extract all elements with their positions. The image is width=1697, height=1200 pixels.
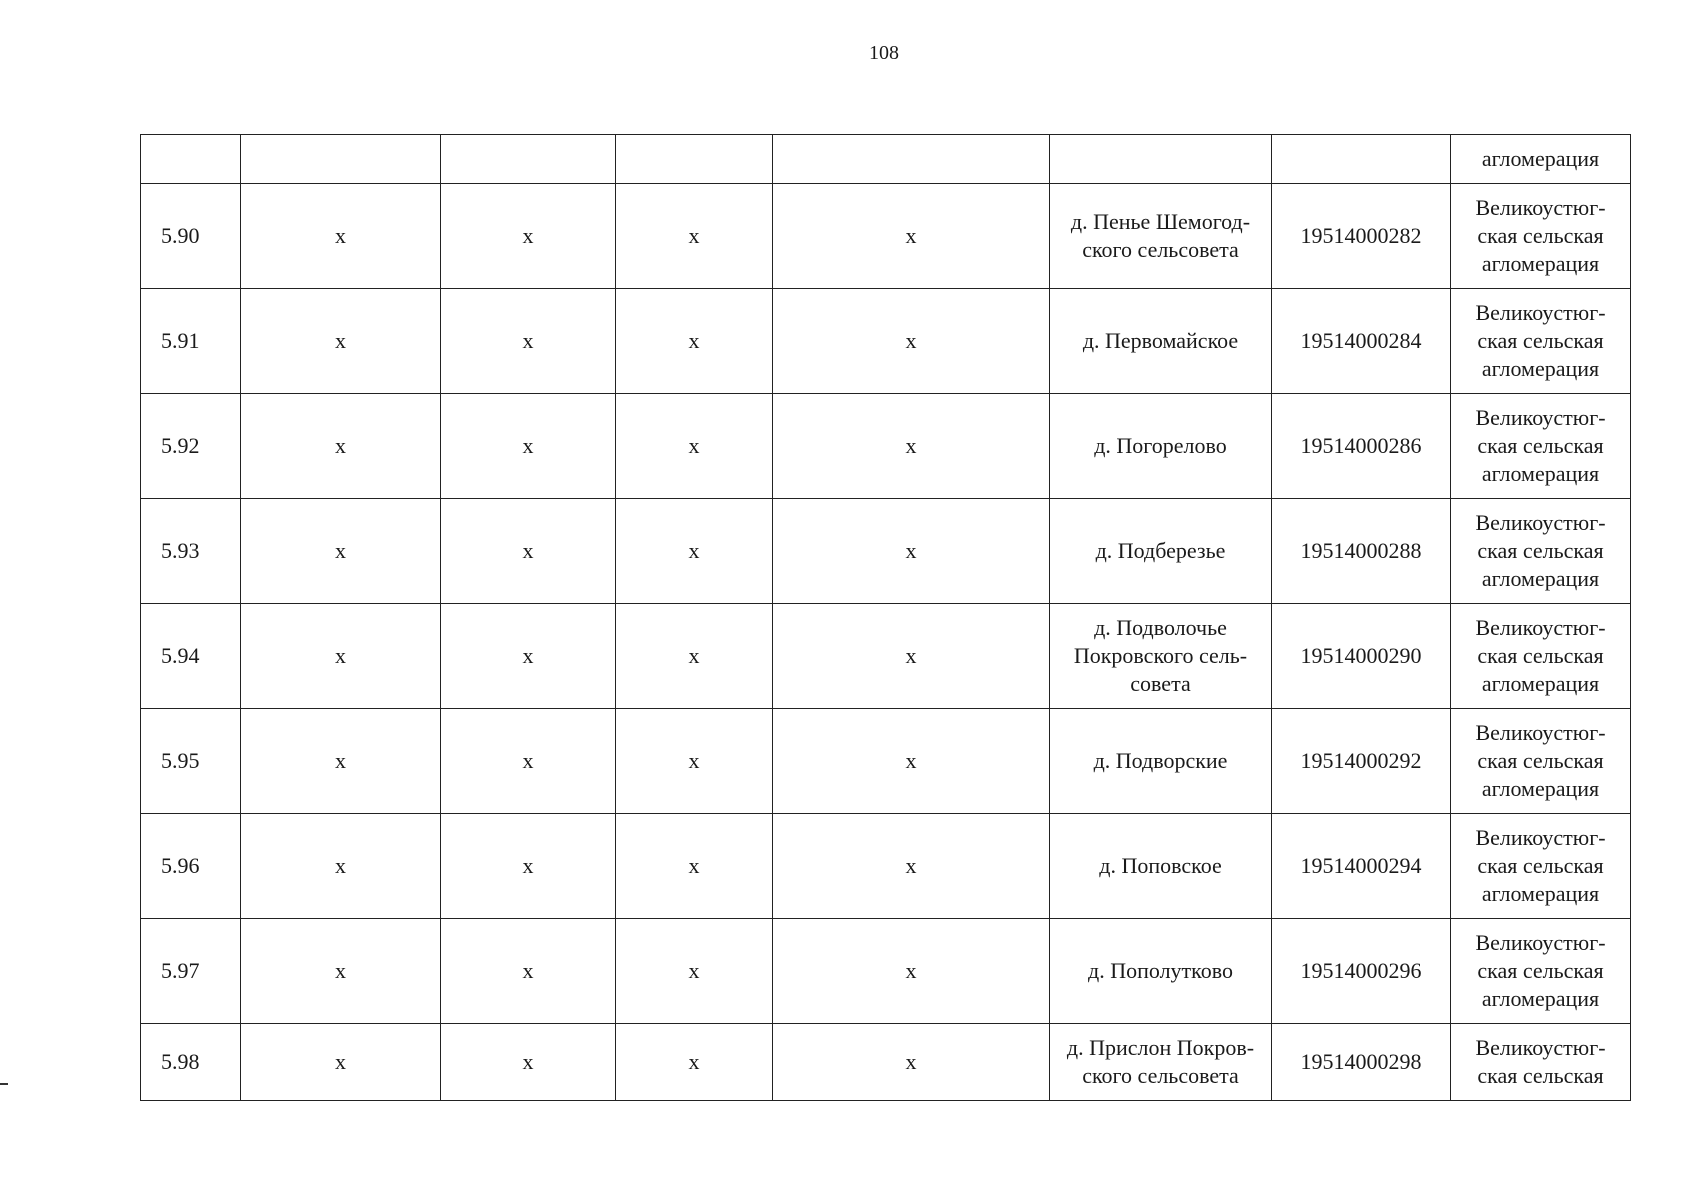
cell-text: х	[905, 958, 917, 983]
agglomeration-cell	[1451, 814, 1631, 919]
cell-text: д. Погорелово	[1094, 433, 1227, 458]
x-mark-cell	[616, 184, 773, 289]
cell-text: Великоустюг- ская сельская агломерация	[1475, 510, 1606, 591]
cell-text: х	[522, 853, 534, 878]
row-number-cell	[141, 184, 241, 289]
cell-text: х	[688, 958, 700, 983]
page-number: 108	[869, 42, 899, 64]
cell-text: д. Подворские	[1093, 748, 1228, 773]
cell-text: х	[905, 853, 917, 878]
x-mark-cell	[773, 919, 1050, 1024]
cell-text: Великоустюг- ская сельская агломерация	[1475, 930, 1606, 1011]
x-mark-cell	[773, 709, 1050, 814]
settlement-name-cell	[1050, 709, 1272, 814]
cell-text: д. Подберезье	[1095, 538, 1226, 563]
table-row	[141, 394, 1631, 499]
cell-text: х	[688, 538, 700, 563]
table-cell: агломерация	[1451, 135, 1631, 184]
table-cell	[1272, 135, 1451, 184]
x-mark-cell	[441, 604, 616, 709]
table-row	[141, 1024, 1631, 1101]
table-cell	[773, 135, 1050, 184]
cell-text: х	[335, 223, 346, 248]
agglomeration-cell	[1451, 1024, 1631, 1101]
table-row	[141, 709, 1631, 814]
cell-text: 19514000296	[1300, 958, 1422, 983]
cell-text: х	[335, 643, 346, 668]
cell-text: х	[905, 433, 917, 458]
cell-text: 19514000288	[1300, 538, 1422, 563]
code-cell	[1272, 709, 1451, 814]
x-mark-cell	[616, 394, 773, 499]
agglomeration-cell	[1451, 499, 1631, 604]
agglomeration-cell	[1451, 604, 1631, 709]
table-cell	[141, 135, 241, 184]
cell-text: Великоустюг- ская сельская агломерация	[1475, 825, 1606, 906]
cell-text: 5.96	[161, 853, 200, 878]
cell-text: Великоустюг- ская сельская	[1475, 1035, 1606, 1088]
code-cell	[1272, 394, 1451, 499]
settlement-name-cell	[1050, 919, 1272, 1024]
x-mark-cell	[441, 814, 616, 919]
cell-text: х	[335, 748, 346, 773]
table-row	[141, 184, 1631, 289]
cell-text: х	[522, 538, 534, 563]
cell-text: 19514000298	[1300, 1049, 1422, 1074]
x-mark-cell	[241, 604, 441, 709]
row-number-cell	[141, 394, 241, 499]
row-number-cell	[141, 814, 241, 919]
cell-text: х	[688, 853, 700, 878]
table-row	[141, 289, 1631, 394]
cell-text: х	[522, 643, 534, 668]
cell-text: 5.93	[161, 538, 200, 563]
x-mark-cell	[616, 709, 773, 814]
cell-text: х	[522, 223, 534, 248]
table-row	[141, 919, 1631, 1024]
x-mark-cell	[241, 499, 441, 604]
cell-text: Великоустюг- ская сельская агломерация	[1475, 300, 1606, 381]
cell-text: х	[335, 433, 346, 458]
x-mark-cell	[241, 184, 441, 289]
x-mark-cell	[773, 499, 1050, 604]
cell-text: Великоустюг- ская сельская агломерация	[1475, 405, 1606, 486]
x-mark-cell	[441, 289, 616, 394]
x-mark-cell	[441, 184, 616, 289]
settlement-name-cell	[1050, 289, 1272, 394]
cell-text: д. Пополутково	[1088, 958, 1233, 983]
row-number-cell	[141, 1024, 241, 1101]
row-number-cell	[141, 919, 241, 1024]
table-cell	[616, 135, 773, 184]
table-row	[141, 499, 1631, 604]
cell-text: 5.91	[161, 328, 200, 353]
settlement-name-cell	[1050, 604, 1272, 709]
code-cell	[1272, 1024, 1451, 1101]
code-cell	[1272, 919, 1451, 1024]
cell-text: 19514000292	[1300, 748, 1422, 773]
x-mark-cell	[773, 1024, 1050, 1101]
settlement-name-cell	[1050, 394, 1272, 499]
data-table	[140, 134, 1631, 1101]
cell-text: Великоустюг- ская сельская агломерация	[1475, 195, 1606, 276]
settlement-name-cell	[1050, 814, 1272, 919]
table-cell	[241, 135, 441, 184]
cell-text: 19514000294	[1300, 853, 1422, 878]
code-cell	[1272, 604, 1451, 709]
agglomeration-cell	[1451, 919, 1631, 1024]
margin-mark	[0, 1083, 8, 1085]
cell-text: х	[688, 748, 700, 773]
cell-text: х	[522, 958, 534, 983]
agglomeration-cell	[1451, 184, 1631, 289]
cell-text: х	[688, 223, 700, 248]
x-mark-cell	[616, 604, 773, 709]
settlement-name-cell	[1050, 184, 1272, 289]
table-row	[141, 604, 1631, 709]
row-number-cell	[141, 709, 241, 814]
cell-text: 5.92	[161, 433, 200, 458]
x-mark-cell	[773, 289, 1050, 394]
x-mark-cell	[241, 709, 441, 814]
cell-text: х	[688, 433, 700, 458]
x-mark-cell	[241, 289, 441, 394]
cell-text: д. Подволочье Покровского сель- совета	[1073, 615, 1248, 696]
cell-text: х	[522, 328, 534, 353]
x-mark-cell	[441, 919, 616, 1024]
x-mark-cell	[773, 184, 1050, 289]
x-mark-cell	[441, 709, 616, 814]
code-cell	[1272, 289, 1451, 394]
x-mark-cell	[241, 394, 441, 499]
cell-text: 19514000284	[1300, 328, 1422, 353]
agglomeration-cell	[1451, 709, 1631, 814]
cell-text: х	[905, 748, 917, 773]
x-mark-cell	[441, 1024, 616, 1101]
cell-text: х	[335, 958, 346, 983]
x-mark-cell	[773, 394, 1050, 499]
x-mark-cell	[616, 289, 773, 394]
x-mark-cell	[241, 814, 441, 919]
cell-text: х	[335, 1049, 346, 1074]
cell-text: х	[905, 223, 917, 248]
x-mark-cell	[241, 919, 441, 1024]
agglomeration-cell	[1451, 394, 1631, 499]
cell-text: 5.94	[161, 643, 200, 668]
cell-text: х	[688, 643, 700, 668]
cell-text: х	[335, 853, 346, 878]
cell-text: д. Первомайское	[1082, 328, 1239, 353]
cell-text: 5.90	[161, 223, 200, 248]
code-cell	[1272, 499, 1451, 604]
cell-text: х	[905, 538, 917, 563]
row-number-cell	[141, 604, 241, 709]
agglomeration-cell	[1451, 289, 1631, 394]
cell-text: х	[522, 748, 534, 773]
cell-text: д. Поповское	[1099, 853, 1222, 878]
cell-text: 5.95	[161, 748, 200, 773]
cell-text: х	[905, 328, 917, 353]
cell-text: д. Пенье Шемогод- ского сельсовета	[1070, 209, 1251, 262]
cell-text: Великоустюг- ская сельская агломерация	[1475, 720, 1606, 801]
table-row	[141, 814, 1631, 919]
continuation-row	[141, 135, 1631, 184]
cell-text: Великоустюг- ская сельская агломерация	[1475, 615, 1606, 696]
cell-text: 19514000286	[1300, 433, 1422, 458]
x-mark-cell	[773, 814, 1050, 919]
settlement-name-cell	[1050, 1024, 1272, 1101]
x-mark-cell	[616, 1024, 773, 1101]
cell-text: х	[905, 1049, 917, 1074]
cell-text: х	[688, 1049, 700, 1074]
settlement-name-cell	[1050, 499, 1272, 604]
x-mark-cell	[616, 499, 773, 604]
code-cell	[1272, 814, 1451, 919]
x-mark-cell	[241, 1024, 441, 1101]
x-mark-cell	[441, 394, 616, 499]
cell-text: х	[905, 643, 917, 668]
cell-text: д. Прислон Покров- ского сельсовета	[1066, 1035, 1255, 1088]
cell-text: 5.98	[161, 1049, 200, 1074]
x-mark-cell	[616, 919, 773, 1024]
cell-text: х	[522, 1049, 534, 1074]
table-cell	[1050, 135, 1272, 184]
cell-text: 19514000282	[1300, 223, 1422, 248]
cell-text: 5.97	[161, 958, 200, 983]
row-number-cell	[141, 289, 241, 394]
x-mark-cell	[616, 814, 773, 919]
row-number-cell	[141, 499, 241, 604]
cell-text: 19514000290	[1300, 643, 1422, 668]
code-cell	[1272, 184, 1451, 289]
x-mark-cell	[773, 604, 1050, 709]
cell-text: х	[522, 433, 534, 458]
cell-text: х	[335, 538, 346, 563]
x-mark-cell	[441, 499, 616, 604]
cell-text: х	[335, 328, 346, 353]
table-cell	[441, 135, 616, 184]
cell-text: х	[688, 328, 700, 353]
